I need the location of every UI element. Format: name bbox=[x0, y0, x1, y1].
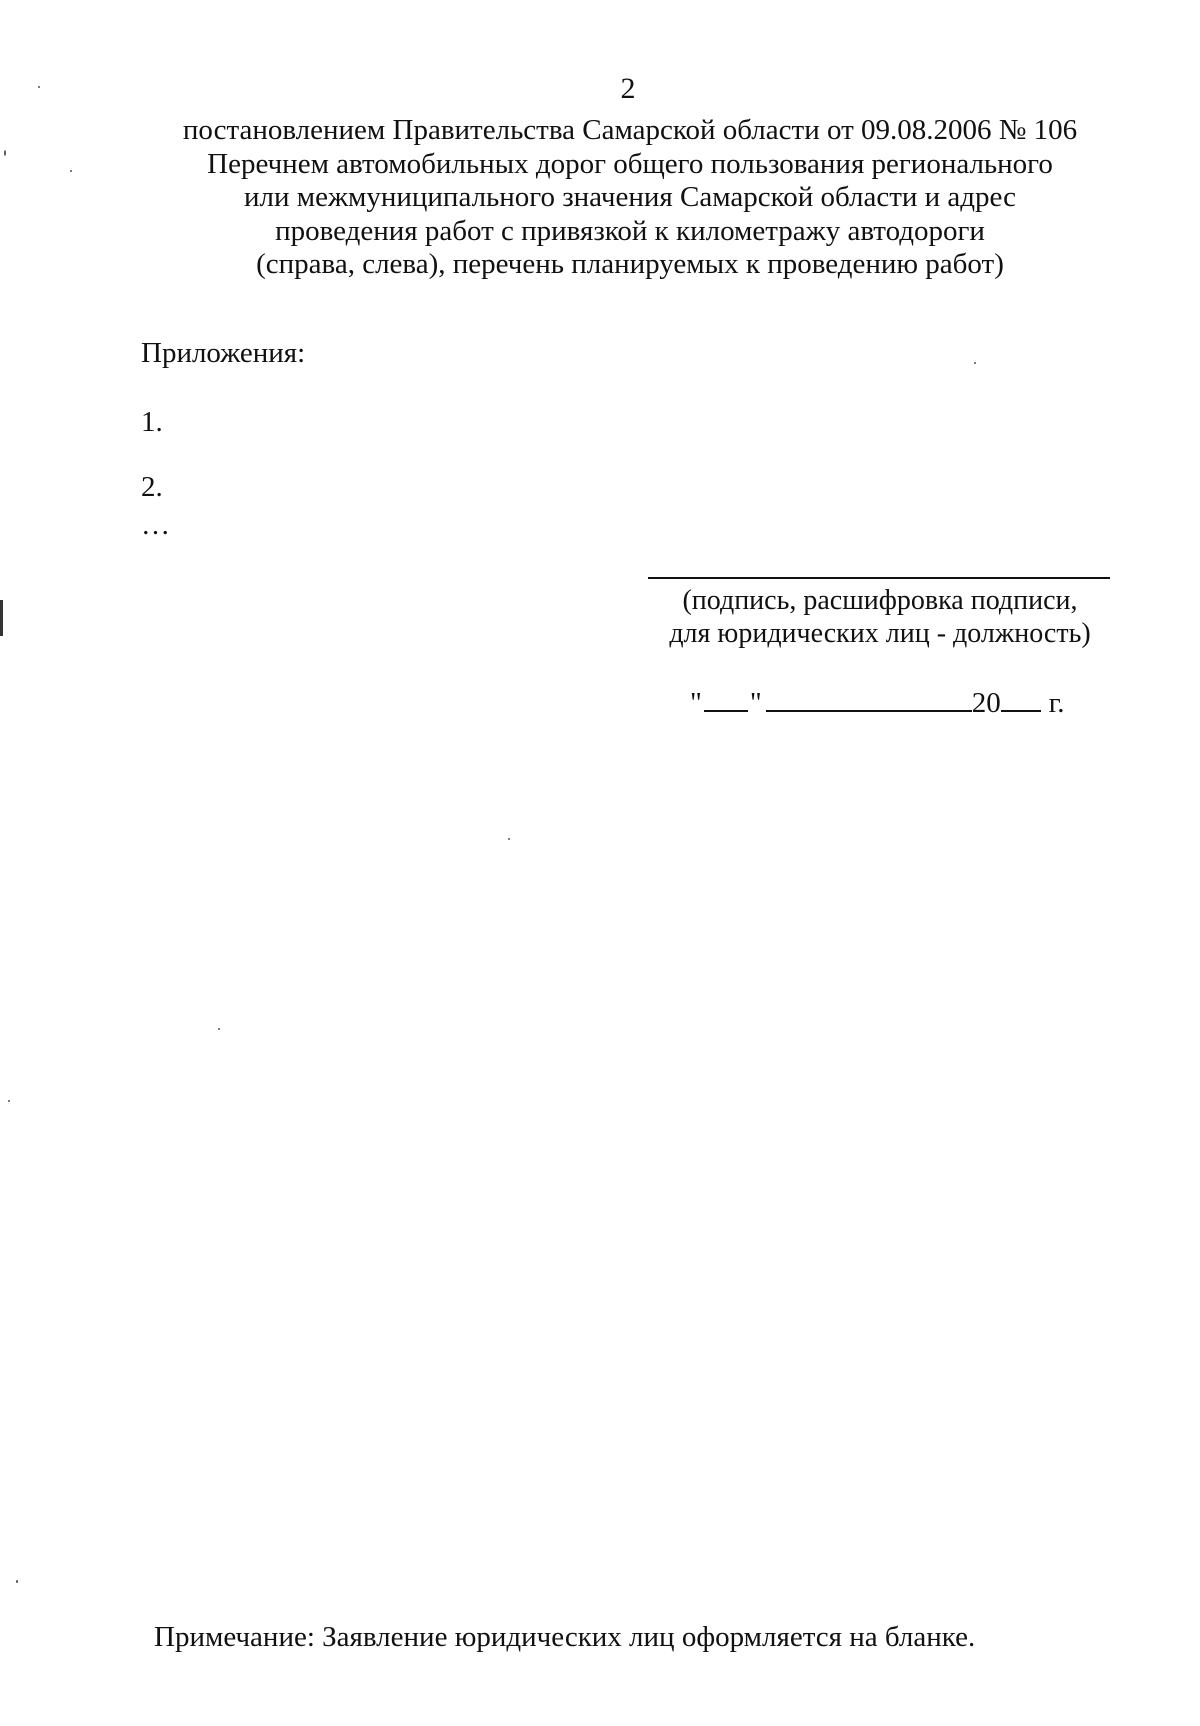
year-blank bbox=[1001, 684, 1041, 712]
signature-caption bbox=[640, 584, 1120, 650]
attachment-item: 2. bbox=[141, 471, 163, 503]
year-prefix: 20 bbox=[971, 687, 1001, 719]
attachment-ellipsis: … bbox=[141, 509, 173, 541]
footnote: Примечание: Заявление юридических лиц оформляется на бланке. bbox=[154, 1621, 976, 1653]
signature-caption-line: для юридических лиц - должность) bbox=[669, 618, 1091, 649]
day-blank bbox=[704, 684, 748, 712]
scan-speck bbox=[8, 1100, 10, 1102]
year-suffix: г. bbox=[1048, 687, 1065, 719]
date-close-quote: " bbox=[749, 687, 762, 719]
scan-speck bbox=[38, 86, 40, 88]
scan-speck bbox=[508, 838, 510, 840]
scan-speck bbox=[16, 1580, 18, 1583]
page-number: 2 bbox=[620, 72, 636, 105]
scan-speck bbox=[974, 362, 976, 364]
scan-speck bbox=[4, 150, 6, 156]
signature-caption-line: (подпись, расшифровка подписи, bbox=[682, 585, 1078, 616]
scan-speck bbox=[70, 170, 72, 172]
header-line: Перечнем автомобильных дорог общего пользования регионального bbox=[207, 147, 1053, 180]
signature-line bbox=[648, 577, 1110, 579]
attachments-label: Приложения: bbox=[141, 337, 306, 369]
scan-edge-mark bbox=[0, 600, 3, 636]
header-line: или межмуниципального значения Самарской области и адрес bbox=[243, 181, 1017, 213]
header-line: (справа, слева), перечень планируемых к проведению работ) bbox=[256, 248, 1004, 280]
scan-speck bbox=[218, 1028, 220, 1030]
date-open-quote: " bbox=[690, 687, 702, 719]
attachment-item: 1. bbox=[141, 406, 163, 438]
header-line: проведения работ с привязкой к километражу автодороги bbox=[275, 214, 985, 247]
month-blank bbox=[766, 684, 972, 712]
header-text-block bbox=[150, 114, 1110, 282]
header-line: постановлением Правительства Самарской области от 09.08.2006 № 106 bbox=[182, 114, 1078, 146]
date-line bbox=[690, 684, 1065, 720]
